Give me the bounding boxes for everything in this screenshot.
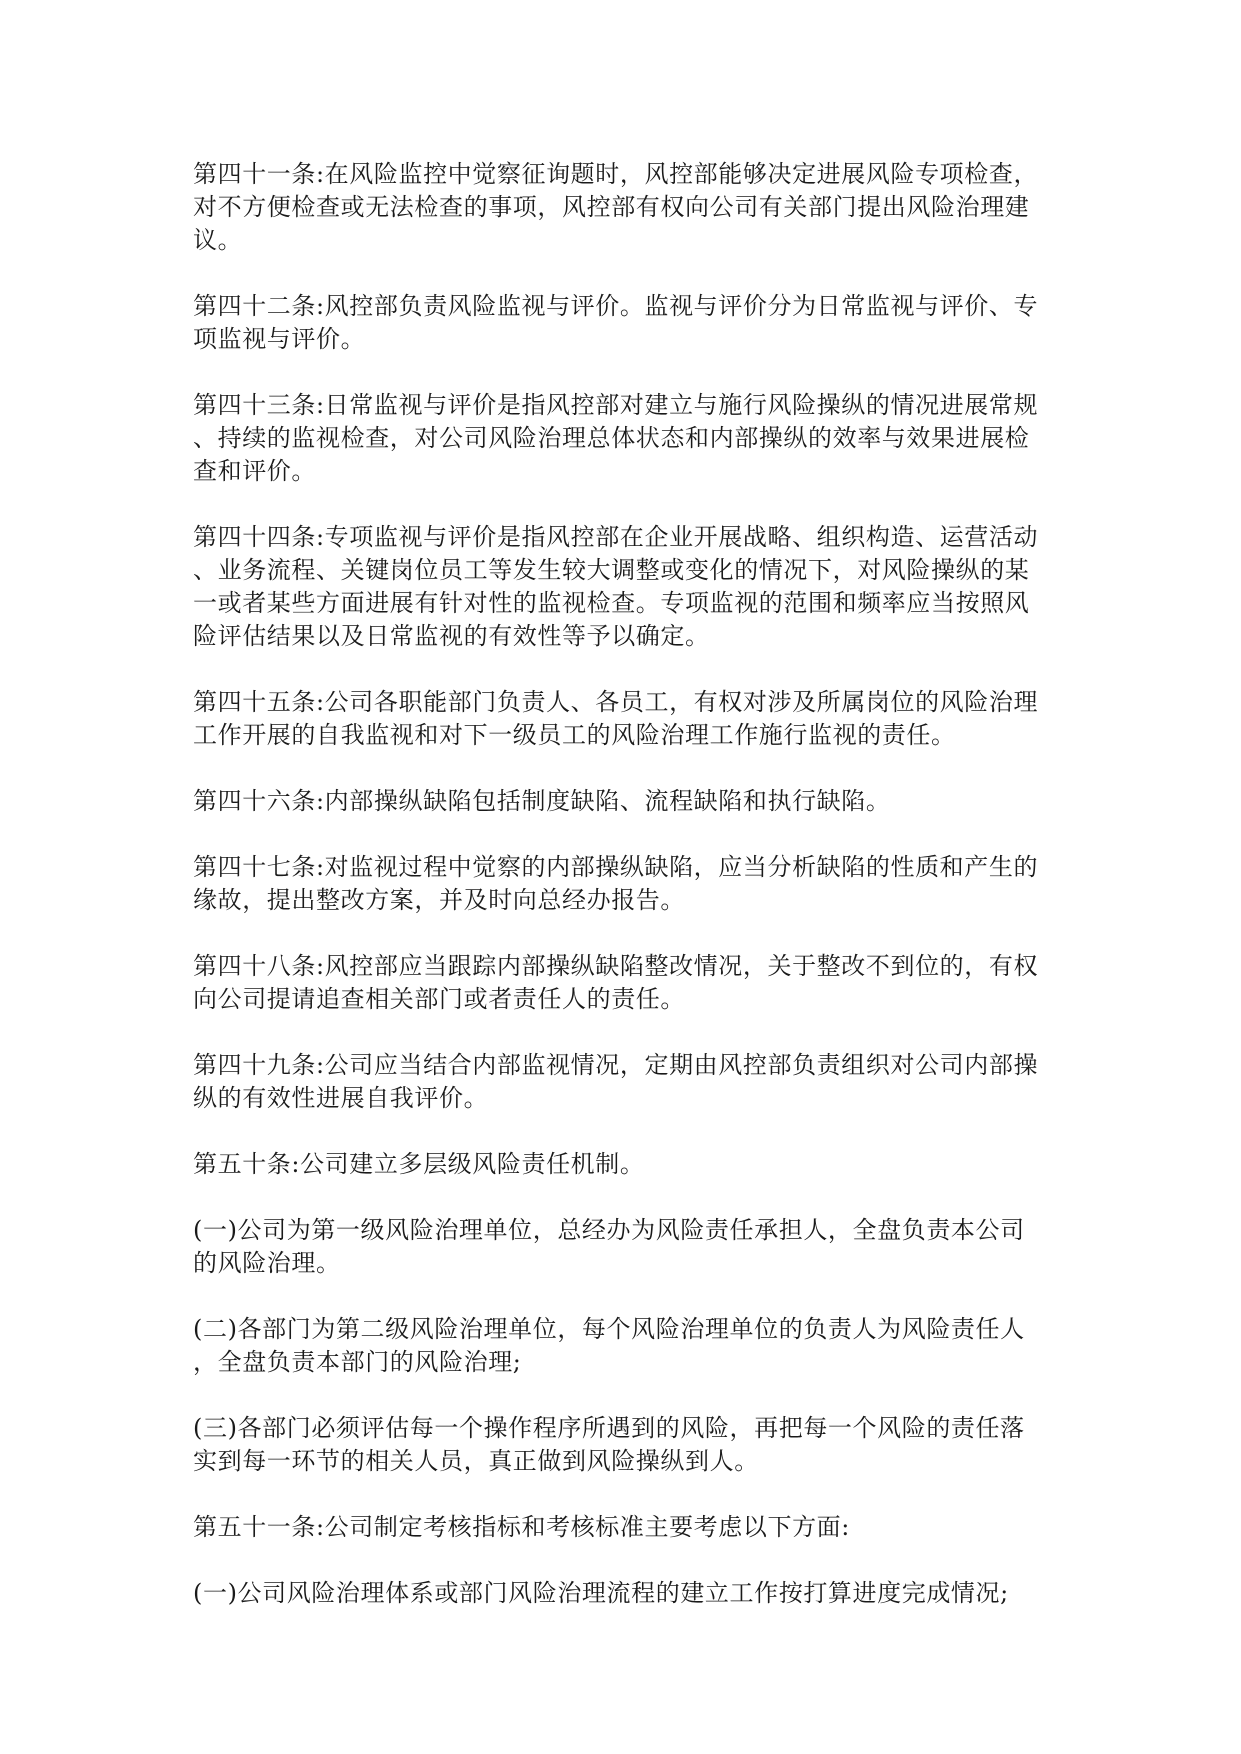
article-47: 第四十七条:对监视过程中觉察的内部操纵缺陷，应当分析缺陷的性质和产生的 缘故，提出整改方案，并及时向总经办报告。 <box>193 853 1039 914</box>
article-50: 第五十条:公司建立多层级风险责任机制。 <box>193 1150 645 1178</box>
article-50-item-1: (一)公司为第一级风险治理单位，总经办为风险责任承担人，全盘负责本公司 的风险治理。 <box>193 1216 1025 1277</box>
article-51-item-1: (一)公司风险治理体系或部门风险治理流程的建立工作按打算进度完成情况; <box>193 1579 1009 1607</box>
article-50-item-3: (三)各部门必须评估每一个操作程序所遇到的风险，再把每一个风险的责任落 实到每一环节的相关人员，真正做到风险操纵到人。 <box>193 1414 1025 1475</box>
article-46: 第四十六条:内部操纵缺陷包括制度缺陷、流程缺陷和执行缺陷。 <box>193 787 891 815</box>
article-51: 第五十一条:公司制定考核指标和考核标准主要考虑以下方面: <box>193 1513 850 1541</box>
article-49: 第四十九条:公司应当结合内部监视情况，定期由风控部负责组织对公司内部操 纵的有效性进展自我评价。 <box>193 1051 1039 1112</box>
article-44: 第四十四条:专项监视与评价是指风控部在企业开展战略、组织构造、运营活动 、业务流程、关键岗位员工等发生较大调整或变化的情况下，对风险操纵的某 一或者某些方面进展有针对性的监视检查。专项监视的范围和频率应当按照风 险评估结果以及日常监视的有效性等予以确定。 <box>193 523 1039 650</box>
article-42: 第四十二条:风控部负责风险监视与评价。监视与评价分为日常监视与评价、专 项监视与评价。 <box>193 292 1039 353</box>
article-50-item-2: (二)各部门为第二级风险治理单位，每个风险治理单位的负责人为风险责任人 ，全盘负责本部门的风险治理; <box>193 1315 1025 1376</box>
article-41: 第四十一条:在风险监控中觉察征询题时，风控部能够决定进展风险专项检查， 对不方便检查或无法检查的事项，风控部有权向公司有关部门提出风险治理建 议。 <box>193 160 1039 254</box>
article-45: 第四十五条:公司各职能部门负责人、各员工，有权对涉及所属岗位的风险治理 工作开展的自我监视和对下一级员工的风险治理工作施行监视的责任。 <box>193 688 1039 749</box>
article-48: 第四十八条:风控部应当跟踪内部操纵缺陷整改情况，关于整改不到位的，有权 向公司提请追查相关部门或者责任人的责任。 <box>193 952 1039 1013</box>
article-43: 第四十三条:日常监视与评价是指风控部对建立与施行风险操纵的情况进展常规 、持续的监视检查，对公司风险治理总体状态和内部操纵的效率与效果进展检 查和评价。 <box>193 391 1039 485</box>
document-body <box>193 158 1053 1643</box>
